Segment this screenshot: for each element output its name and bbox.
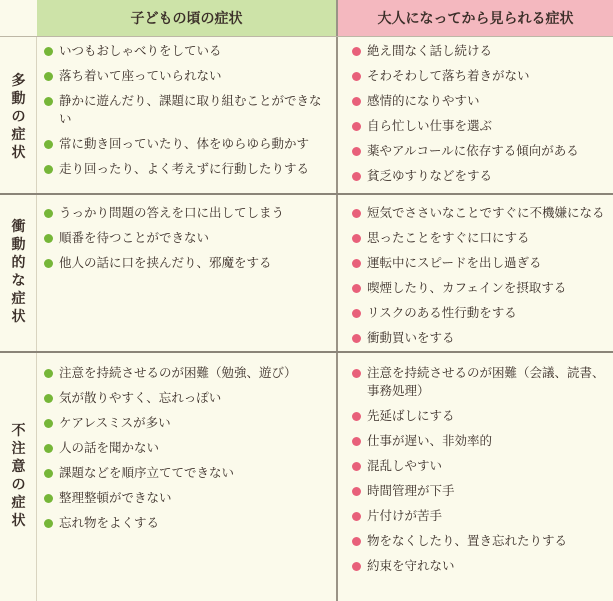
list-item: 落ち着いて座っていられない	[44, 67, 332, 85]
list-item: 混乱しやすい	[352, 457, 610, 475]
list-item: 整理整頓ができない	[44, 489, 332, 507]
bullet-icon	[352, 334, 361, 343]
list-item: 静かに遊んだり、課題に取り組むことができない	[44, 92, 332, 128]
bullet-icon	[352, 234, 361, 243]
row-label-char: 注	[11, 441, 26, 457]
child-cell-impulsivity	[44, 204, 332, 279]
row-label-char: 多	[11, 73, 26, 89]
list-item: 忘れ物をよくする	[44, 514, 332, 532]
row-label-char: 状	[11, 513, 26, 529]
header-divider	[0, 36, 613, 37]
bullet-icon	[352, 47, 361, 56]
row-label-char: 動	[11, 91, 26, 107]
bullet-icon	[352, 122, 361, 131]
row-label-char: の	[11, 109, 26, 125]
list-item: 薬やアルコールに依存する傾向がある	[352, 142, 610, 160]
bullet-icon	[44, 234, 53, 243]
bullet-icon	[44, 394, 53, 403]
bullet-icon	[352, 209, 361, 218]
bullet-icon	[44, 419, 53, 428]
bullet-icon	[352, 172, 361, 181]
list-item: 衝動買いをする	[352, 329, 610, 347]
adult-cell-impulsivity	[352, 204, 610, 354]
row-divider-1	[0, 193, 613, 195]
list-item: ケアレスミスが多い	[44, 414, 332, 432]
row-label-char: の	[11, 477, 26, 493]
header-adulthood: 大人になってから見られる症状	[338, 0, 613, 36]
bullet-icon	[44, 47, 53, 56]
list-item: 片付けが苦手	[352, 507, 610, 525]
bullet-icon	[44, 72, 53, 81]
row-label-char: 衝	[11, 219, 26, 235]
list-item: 時間管理が下手	[352, 482, 610, 500]
bullet-icon	[352, 562, 361, 571]
list-item: 先延ばしにする	[352, 407, 610, 425]
row-label-char: 状	[11, 145, 26, 161]
row-label-impulsivity	[0, 218, 37, 326]
adult-cell-hyperactivity	[352, 42, 610, 192]
bullet-icon	[352, 487, 361, 496]
list-item: 絶え間なく話し続ける	[352, 42, 610, 60]
row-label-char: 不	[11, 423, 26, 439]
list-item: 貧乏ゆすりなどをする	[352, 167, 610, 185]
bullet-icon	[352, 512, 361, 521]
bullet-icon	[352, 259, 361, 268]
list-item: リスクのある性行動をする	[352, 304, 610, 322]
row-label-inattention	[0, 422, 37, 530]
bullet-icon	[352, 309, 361, 318]
list-item: 喫煙したり、カフェインを摂取する	[352, 279, 610, 297]
bullet-icon	[44, 494, 53, 503]
list-item: 思ったことをすぐに口にする	[352, 229, 610, 247]
bullet-icon	[44, 469, 53, 478]
row-label-char: 状	[11, 309, 26, 325]
row-label-char: 症	[11, 495, 26, 511]
list-item: 物をなくしたり、置き忘れたりする	[352, 532, 610, 550]
row-label-char: 意	[11, 459, 26, 475]
list-item: うっかり問題の答えを口に出してしまう	[44, 204, 332, 222]
bullet-icon	[352, 72, 361, 81]
bullet-icon	[352, 369, 361, 378]
row-label-char: 症	[11, 127, 26, 143]
child-cell-inattention	[44, 364, 332, 539]
list-item: 注意を持続させるのが困難（勉強、遊び）	[44, 364, 332, 382]
bullet-icon	[352, 412, 361, 421]
row-label-char: 症	[11, 291, 26, 307]
bullet-icon	[44, 369, 53, 378]
bullet-icon	[352, 437, 361, 446]
bullet-icon	[352, 537, 361, 546]
list-item: 気が散りやすく、忘れっぽい	[44, 389, 332, 407]
row-label-hyperactivity	[0, 72, 37, 162]
bullet-icon	[352, 284, 361, 293]
bullet-icon	[44, 259, 53, 268]
column-divider	[336, 0, 338, 601]
list-item: 課題などを順序立ててできない	[44, 464, 332, 482]
bullet-icon	[44, 209, 53, 218]
list-item: そわそわして落ち着きがない	[352, 67, 610, 85]
bullet-icon	[352, 462, 361, 471]
list-item: 約束を守れない	[352, 557, 610, 575]
list-item: 自ら忙しい仕事を選ぶ	[352, 117, 610, 135]
list-item: 人の話を聞かない	[44, 439, 332, 457]
list-item: 走り回ったり、よく考えずに行動したりする	[44, 160, 332, 178]
list-item: 常に動き回っていたり、体をゆらゆら動かす	[44, 135, 332, 153]
corner-cell	[0, 0, 37, 36]
header-childhood: 子どもの頃の症状	[37, 0, 336, 36]
row-label-char: 動	[11, 237, 26, 253]
bullet-icon	[352, 147, 361, 156]
list-item: 仕事が遅い、非効率的	[352, 432, 610, 450]
row-label-char: 的	[11, 255, 26, 271]
list-item: いつもおしゃべりをしている	[44, 42, 332, 60]
list-item: 運転中にスピードを出し過ぎる	[352, 254, 610, 272]
list-item: 順番を待つことができない	[44, 229, 332, 247]
child-cell-hyperactivity	[44, 42, 332, 185]
adult-cell-inattention	[352, 364, 610, 582]
bullet-icon	[44, 140, 53, 149]
bullet-icon	[44, 97, 53, 106]
bullet-icon	[44, 165, 53, 174]
list-item: 他人の話に口を挟んだり、邪魔をする	[44, 254, 332, 272]
bullet-icon	[44, 444, 53, 453]
bullet-icon	[352, 97, 361, 106]
list-item: 短気でささいなことですぐに不機嫌になる	[352, 204, 610, 222]
bullet-icon	[44, 519, 53, 528]
list-item: 注意を持続させるのが困難（会議、読書、事務処理）	[352, 364, 610, 400]
list-item: 感情的になりやすい	[352, 92, 610, 110]
row-label-char: な	[11, 273, 26, 289]
